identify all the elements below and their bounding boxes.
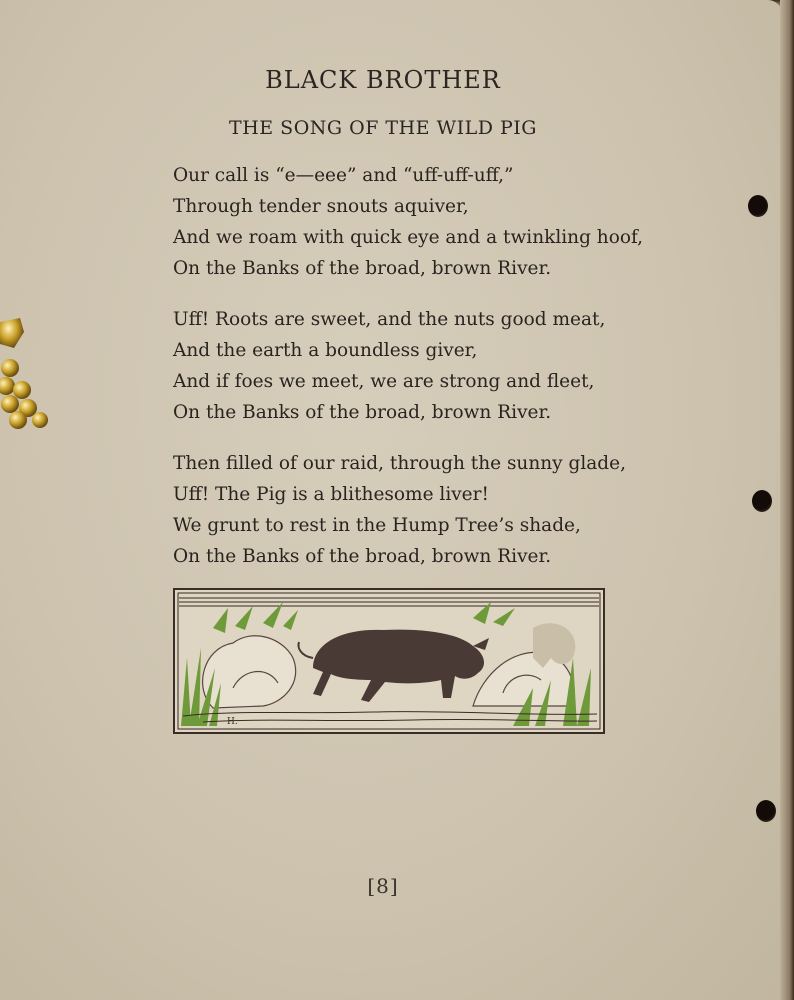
- poem-line: And the earth a boundless giver,: [173, 340, 478, 361]
- stanza-2: [173, 304, 733, 428]
- poem-line: Uff! Roots are sweet, and the nuts good meat,: [173, 309, 606, 330]
- binding-hole: [756, 800, 776, 822]
- stanza-3: [173, 448, 733, 572]
- stanza-1: [173, 160, 733, 284]
- poem-line: On the Banks of the broad, brown River.: [173, 402, 552, 423]
- poem-line: Our call is “e—eee” and “uff-uff-uff,”: [173, 165, 514, 186]
- gold-clasp-ornament: [0, 318, 52, 436]
- poem-line: And if foes we meet, we are strong and fleet,: [173, 371, 595, 392]
- poem-line: And we roam with quick eye and a twinkling hoof,: [173, 227, 644, 248]
- poem-line: Through tender snouts aquiver,: [173, 196, 469, 217]
- poem-line: On the Banks of the broad, brown River.: [173, 258, 552, 279]
- binding-hole: [752, 490, 772, 512]
- poem-title: THE SONG OF THE WILD PIG: [229, 117, 537, 139]
- page-edge-shadow: [780, 0, 794, 1000]
- poem-line: On the Banks of the broad, brown River.: [173, 546, 552, 567]
- wild-pig-woodcut-illustration: [173, 588, 605, 734]
- binding-hole: [748, 195, 768, 217]
- illustrator-signature: H.: [227, 717, 238, 727]
- poem-body: [173, 160, 733, 592]
- poem-line: Uff! The Pig is a blithesome liver!: [173, 484, 489, 505]
- book-title: BLACK BROTHER: [265, 66, 501, 94]
- poem-line: Then filled of our raid, through the sunny glade,: [173, 453, 626, 474]
- poem-line: We grunt to rest in the Hump Tree’s shade,: [173, 515, 581, 536]
- page-number: [8]: [367, 874, 399, 898]
